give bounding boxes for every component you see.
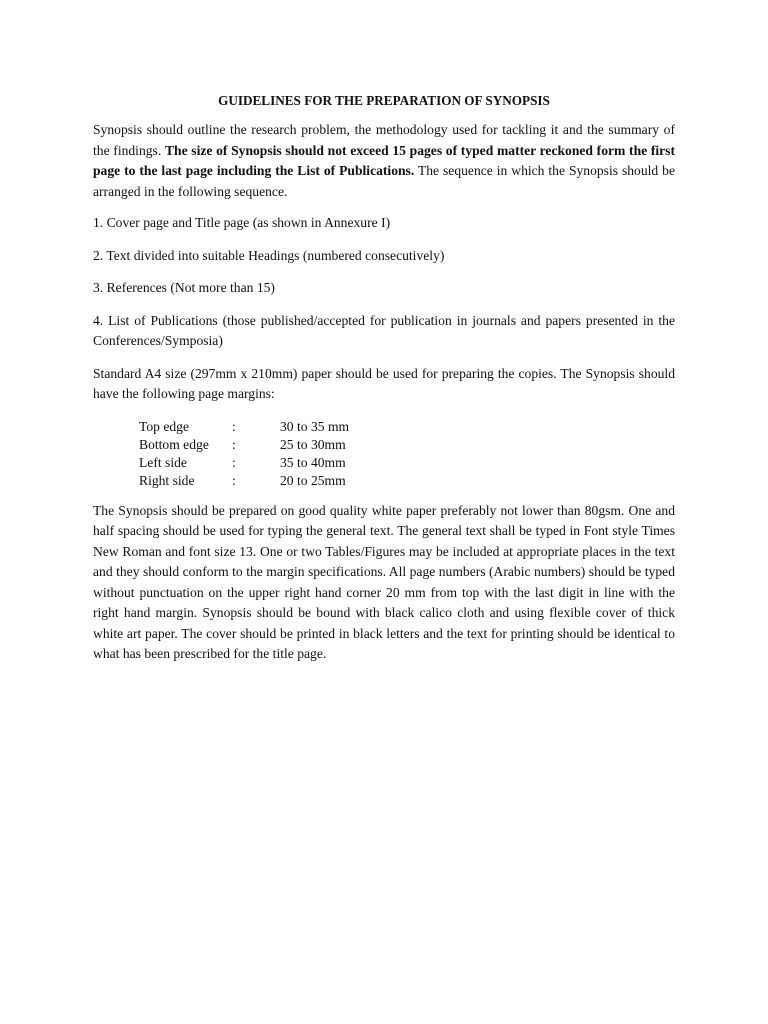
margin-label: Bottom edge	[139, 436, 209, 452]
final-paragraph: The Synopsis should be prepared on good quality white paper preferably not lower than 80gsm. One and half spacing should be used for typing the general text. The general text shall be typed in Font style Times New Roman and font size 13. One or two Tables/Figures may be included at appropriate places in the text and they should conform to the margin specifications. All page numbers (Arabic numbers) should be typed without punctuation on the upper right hand corner 20 mm from top with the last digit in line with the right hand margin. Synopsis should be bound with black calico cloth and using flexible cover of thick white art paper. The cover should be printed in black letters and the text for printing should be identical to what has been prescribed for the title page.	[93, 502, 675, 661]
margin-separator: :	[232, 472, 236, 488]
intro-text-end: The sequence in which the Synopsis should be arranged in the following sequence.	[93, 163, 675, 199]
margins-table	[139, 418, 400, 490]
margin-label: Right side	[139, 472, 195, 488]
sequence-item-4: 4. List of Publications (those published/accepted for publication in journals and papers presented in the Conferences/Symposia)	[93, 312, 675, 348]
sequence-item-2: 2. Text divided into suitable Headings (numbered consecutively)	[93, 247, 445, 263]
margin-label: Left side	[139, 454, 187, 470]
intro-bold-text: The size of Synopsis should not exceed 15 pages of typed matter reckoned form the first page to the last page including the List of Publications.	[93, 142, 675, 178]
intro-paragraph	[93, 120, 675, 202]
margin-row-right	[139, 472, 400, 490]
document-page	[93, 91, 675, 665]
margin-value: 35 to 40mm	[280, 454, 346, 470]
paper-size-paragraph: Standard A4 size (297mm x 210mm) paper should be used for preparing the copies. The Synopsis should have the following page margins:	[93, 365, 675, 401]
sequence-item-3: 3. References (Not more than 15)	[93, 280, 275, 295]
sequence-item-1: 1. Cover page and Title page (as shown in Annexure I)	[93, 215, 391, 230]
margin-row-top	[139, 418, 400, 436]
margin-label: Top edge	[139, 418, 190, 434]
margin-value: 30 to 35 mm	[280, 418, 350, 434]
margin-separator: :	[232, 436, 236, 452]
margin-row-bottom	[139, 436, 400, 454]
document-title: GUIDELINES FOR THE PREPARATION OF SYNOPSIS	[218, 93, 550, 108]
margin-value: 25 to 30mm	[280, 436, 346, 452]
margin-value: 20 to 25mm	[280, 472, 346, 488]
margin-separator: :	[232, 454, 236, 470]
intro-text-start: Synopsis should outline the research problem, the methodology used for tackling it and the summary of the findings.	[93, 122, 675, 158]
margin-separator: :	[232, 418, 236, 434]
margin-row-left	[139, 454, 400, 472]
